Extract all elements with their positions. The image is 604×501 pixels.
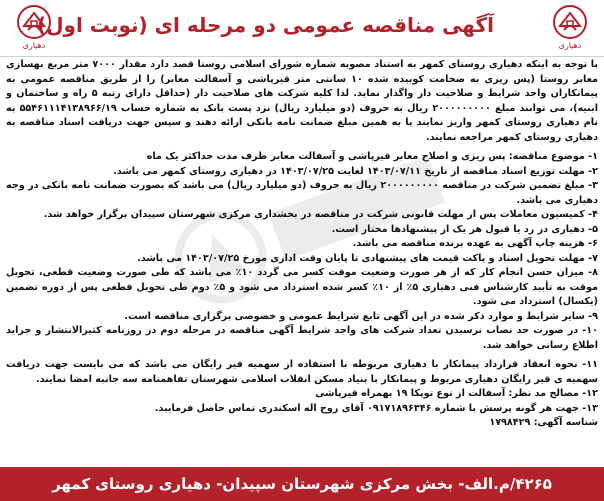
list-item: ۸- میزان حسن انجام کار که از هر صورت وضعیت موقت کسر می گردد ۱۰٪ می باشد که طی صورت وضعیت قطعی، تحویل موقت به تأیید کارشناس فنی دهیاری ۵٪ از ۱۰٪ کسر شده استرداد می شود و ۵٪ دوم طی تحویل قطعی پس از دوره تضمین (یکسال) استرداد می شود.: [6, 267, 598, 307]
logo-caption-left: دهیاری: [22, 41, 46, 50]
list-item: ۲- مهلت توزیع اسناد مناقصه از تاریخ ۱۴۰۳/۰۷/۱۱ لغایت ۱۴۰۳/۰۷/۲۵ در دهیاری روستای کمهر می باشد.: [113, 165, 598, 177]
list-item: ۴- کمیسیون معاملات پس از مهلت قانونی شرکت در مناقصه در بخشداری مرکزی شهرستان سپیدان برگزار خواهد شد.: [43, 209, 598, 220]
footer-text: ۴۲۶۵/م.الف- بخش مرکزی شهرستان سپیدان- دهیاری روستای کمهر: [52, 475, 552, 493]
dehyari-logo-icon: [552, 4, 588, 40]
list-item: ۱۰- در صورت حد نصاب نرسیدن تعداد شرکت های واجد شرایط آگهی مناقصه در مرحله دوم در روزنامه کثیرالانتشار و جراید اطلاع رسانی خواهد شد.: [6, 325, 598, 351]
list-item: ۱۳- جهت هر گونه پرسش با شماره ۰۹۱۷۱۸۹۶۳۴۶ آقای روح اله اسکندری تماس حاصل فرمایید.: [154, 402, 598, 414]
dehyari-logo-right: [544, 4, 596, 54]
list-item: ۱۲- مصالح مد نظر: آسفالت از نوع توپکا ۱۹ بهمراه قیرپاشی: [315, 388, 598, 399]
list-item: ۳- مبلغ تضمین شرکت در مناقصه ۲۰۰۰۰۰۰۰۰۰ ریال به حروف (دو میلیارد ریال) می باشد که بصورت ضمانت نامه بانکی در وجه دهیاری می باشد.: [6, 180, 598, 206]
list-item: ۹- سایر شرایط و موارد ذکر شده در این آگهی تابع شرایط عمومی و خصوصی برگزاری مناقصه است.: [124, 310, 598, 322]
logo-caption-right: دهیاری: [558, 41, 582, 50]
ad-id: شناسه آگهی: ۱۷۹۸۴۲۹: [489, 417, 598, 428]
notice-body: [6, 58, 598, 467]
notice-header: [0, 0, 604, 57]
intro-paragraph: با توجه به اینکه دهیاری روستای کمهر به استناد مصوبه شماره شورای اسلامی روستا قصد دارد مقدار ۷۰۰۰ متر مربع بهسازی معابر روستا (پس ریزی به ضخامت کوبیده شده ۱۰ سانتی متر قیرپاشی و آسفالت معابر) را از طریق مناقصه عمومی به پیمانکاران واجد شرایط و صلاحیت دار واگذار نماید. لذا کلیه شرکت های صلاحیت دار (حداقل دارای رتبه ۵ راه و ساختمان و ابنیه)، می توانند مبلغ ۲۰۰۰۰۰۰۰۰۰ ریال به حروف (دو میلیارد ریال) نزد پست بانک به شماره حساب ۵۵۴۶۱۱۱۴۱۳۸۹۶۶/۱۹ به نام دهیاری روستای کمهر واریز نمایند یا به همین مبلغ ضمانت نامه بانکی ارائه دهند و سپس جهت دریافت اسناد مناقصه به دهیاری روستای کمهر مراجعه نمایند.: [6, 59, 598, 143]
list-item: ۱۱- نحوه انعقاد قرارداد پیمانکار با دهیاری مربوطه با استفاده از سهمیه قیر رایگان می باشد که می بایست جهت دریافت سهمیه ی قیر رایگان دهیاری مربوط و پیمانکار با بنیاد مسکن انقلاب اسلامی شهرستان تفاهمنامه سه جانبه امضا نمایند.: [6, 359, 598, 385]
list-item: ۷- مهلت تحویل اسناد و پاکت قیمت های پیشنهادی تا پایان وقت اداری مورخ ۱۴۰۳/۰۷/۲۵ می باشد.: [137, 252, 598, 264]
list-item: ۵- دهیاری در رد یا قبول هر یک از پیشنهادها مختار است.: [331, 223, 598, 235]
list-item: ۱- موضوع مناقصه: پس ریزی و اصلاح معابر قیرپاشی و آسفالت معابر ظرف مدت حداکثر یک ماه: [146, 151, 598, 162]
notice-footer: [0, 467, 604, 501]
list-item: ۶- هزینه چاپ آگهی به عهده برنده مناقصه می باشد.: [352, 238, 598, 249]
notice-title: آگهی مناقصه عمومی دو مرحله ای (نوبت اول): [37, 13, 494, 37]
